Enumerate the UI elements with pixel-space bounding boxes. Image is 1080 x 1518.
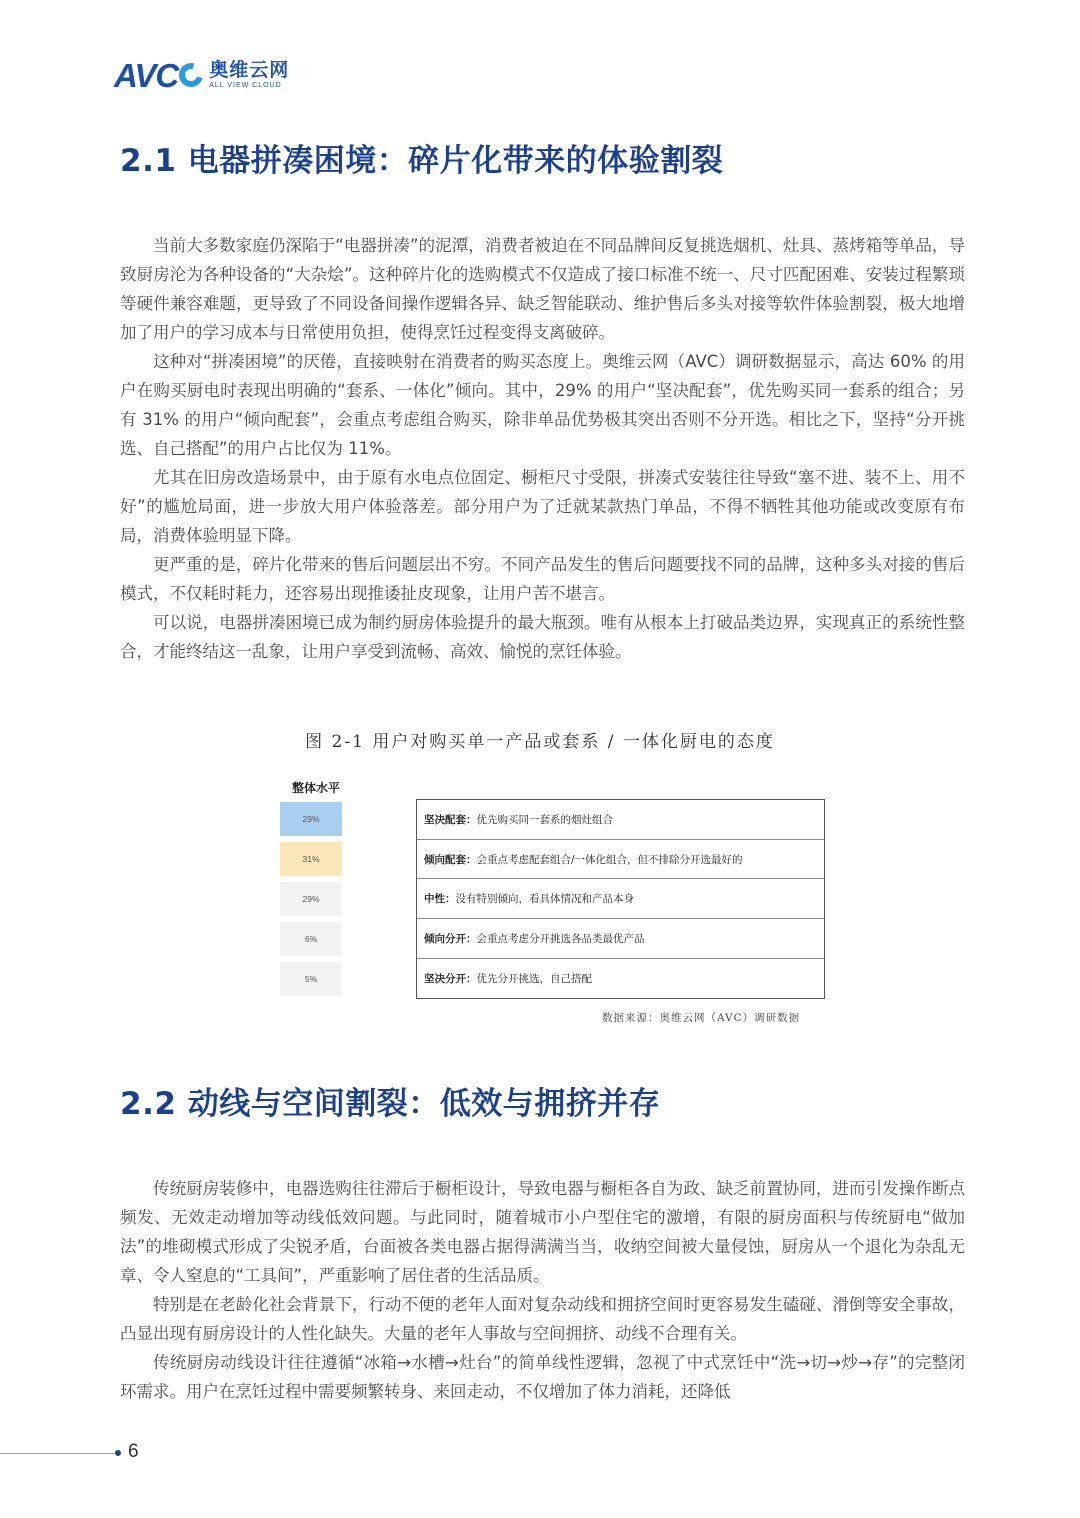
- value-box: 29%: [280, 802, 342, 836]
- section-2-1-title: 2.1 电器拼凑困境：碎片化带来的体验割裂: [120, 143, 724, 179]
- legend-term: 坚决分开：: [424, 973, 477, 986]
- paragraph: 当前大多数家庭仍深陷于“电器拼凑”的泥潭，消费者被迫在不同品牌间反复挑选烟机、灶具、蒸烤箱等单品，导致厨房沦为各种设备的“大杂烩”。这种碎片化的选购模式不仅造成了接口标准不统一、尺寸匹配困难、安装过程繁琐等硬件兼容难题，更导致了不同设备间操作逻辑各异、缺乏智能联动、维护售后多头对接等软件体验割裂，极大地增加了用户的学习成本与日常使用负担，使得烹饪过程变得支离破碎。: [120, 236, 965, 342]
- legend-row: [417, 800, 824, 840]
- avc-logo: [114, 54, 289, 96]
- section-2-1-body: [120, 231, 965, 666]
- legend-row: [417, 959, 824, 999]
- figure-header: 整体水平: [292, 781, 341, 795]
- footer-dot-icon: [115, 1450, 121, 1456]
- paragraph: 尤其在旧房改造场景中，由于原有水电点位固定、橱柜尺寸受限，拼凑式安装往往导致“塞不进、装不上、用不好”的尴尬局面，进一步放大用户体验落差。部分用户为了迁就某款热门单品，不得不牺牲其他功能或改变原有布局，消费体验明显下降。: [120, 468, 965, 545]
- paragraph: 传统厨房装修中，电器选购往往滞后于橱柜设计，导致电器与橱柜各自为政、缺乏前置协同，进而引发操作断点频发、无效走动增加等动线低效问题。与此同时，随着城市小户型住宅的激增，有限的厨房面积与传统厨电“做加法”的堆砌模式形成了尖锐矛盾，台面被各类电器占据得满满当当，收纳空间被大量侵蚀，厨房从一个退化为杂乱无章、令人窒息的“工具间”，严重影响了居住者的生活品质。: [120, 1179, 965, 1285]
- paragraph: 这种对“拼凑困境”的厌倦，直接映射在消费者的购买态度上。奥维云网（AVC）调研数据显示，高达 60% 的用户在购买厨电时表现出明确的“套系、一体化”倾向。其中，29% 的用户“坚决配套”，优先购买同一套系的组合；另有 31% 的用户“倾向配套”，会重点考虑组合购买，除非单品优势极其突出否则不分开选。相比之下，坚持“分开挑选、自己搭配”的用户占比仅为 11%。: [120, 352, 965, 458]
- section-2-2-body: [120, 1174, 965, 1406]
- legend-desc: 没有特别倾向，看具体情况和产品本身: [455, 893, 634, 906]
- section-2-2-title: 2.2 动线与空间割裂：低效与拥挤并存: [120, 1086, 661, 1122]
- legend-term: 坚决配套：: [424, 813, 477, 826]
- paragraph: 传统厨房动线设计往往遵循“冰箱→水槽→灶台”的简单线性逻辑，忽视了中式烹饪中“洗→切→炒→存”的完整闭环需求。用户在烹饪过程中需要频繁转身、来回走动，不仅增加了体力消耗，还降低: [120, 1353, 965, 1401]
- value-box: 5%: [280, 962, 342, 996]
- figure-title: 图 2-1 用户对购买单一产品或套系 / 一体化厨电的态度: [305, 732, 775, 752]
- logo-mark: AVC: [114, 56, 179, 94]
- legend-term: 倾向分开：: [424, 932, 477, 945]
- value-box: 31%: [280, 842, 342, 876]
- legend-desc: 会重点考虑配套组合/一体化组合，但不排除分开选最好的: [476, 853, 743, 866]
- legend-desc: 优先购买同一套系的烟灶组合: [476, 813, 613, 826]
- paragraph: 特别是在老龄化社会背景下，行动不便的老年人面对复杂动线和拥挤空间时更容易发生磕碰、滑倒等安全事故，凸显出现有厨房设计的人性化缺失。大量的老年人事故与空间拥挤、动线不合理有关。: [120, 1295, 965, 1343]
- value-box: 6%: [280, 922, 342, 956]
- legend-row: [417, 919, 824, 959]
- paragraph: 可以说，电器拼凑困境已成为制约厨房体验提升的最大瓶颈。唯有从根本上打破品类边界，实现真正的系统性整合，才能终结这一乱象，让用户享受到流畅、高效、愉悦的烹饪体验。: [120, 613, 965, 661]
- paragraph: 更严重的是，碎片化带来的售后问题层出不穷。不同产品发生的售后问题要找不同的品牌，这种多头对接的售后模式，不仅耗时耗力，还容易出现推诿扯皮现象，让用户苦不堪言。: [120, 555, 965, 603]
- legend-term: 中性：: [424, 893, 456, 906]
- logo-name-cn: 奥维云网: [209, 58, 290, 81]
- logo-name-en: ALL VIEW CLOUD: [209, 82, 282, 90]
- legend-desc: 会重点考虑分开挑选各品类最优产品: [476, 932, 645, 945]
- legend-desc: 优先分开挑选，自己搭配: [476, 973, 592, 986]
- figure-source: 数据来源：奥维云网（AVC）调研数据: [602, 1012, 801, 1024]
- legend-row: [417, 840, 824, 880]
- logo-text: [209, 58, 290, 90]
- figure-value-column: [280, 802, 342, 1002]
- page-number: 6: [128, 1441, 139, 1462]
- legend-row: [417, 879, 824, 919]
- logo-ring-icon: [175, 59, 208, 92]
- footer-line: [0, 1453, 115, 1454]
- value-box: 29%: [280, 882, 342, 916]
- figure-legend-table: [416, 799, 825, 999]
- legend-term: 倾向配套：: [424, 853, 477, 866]
